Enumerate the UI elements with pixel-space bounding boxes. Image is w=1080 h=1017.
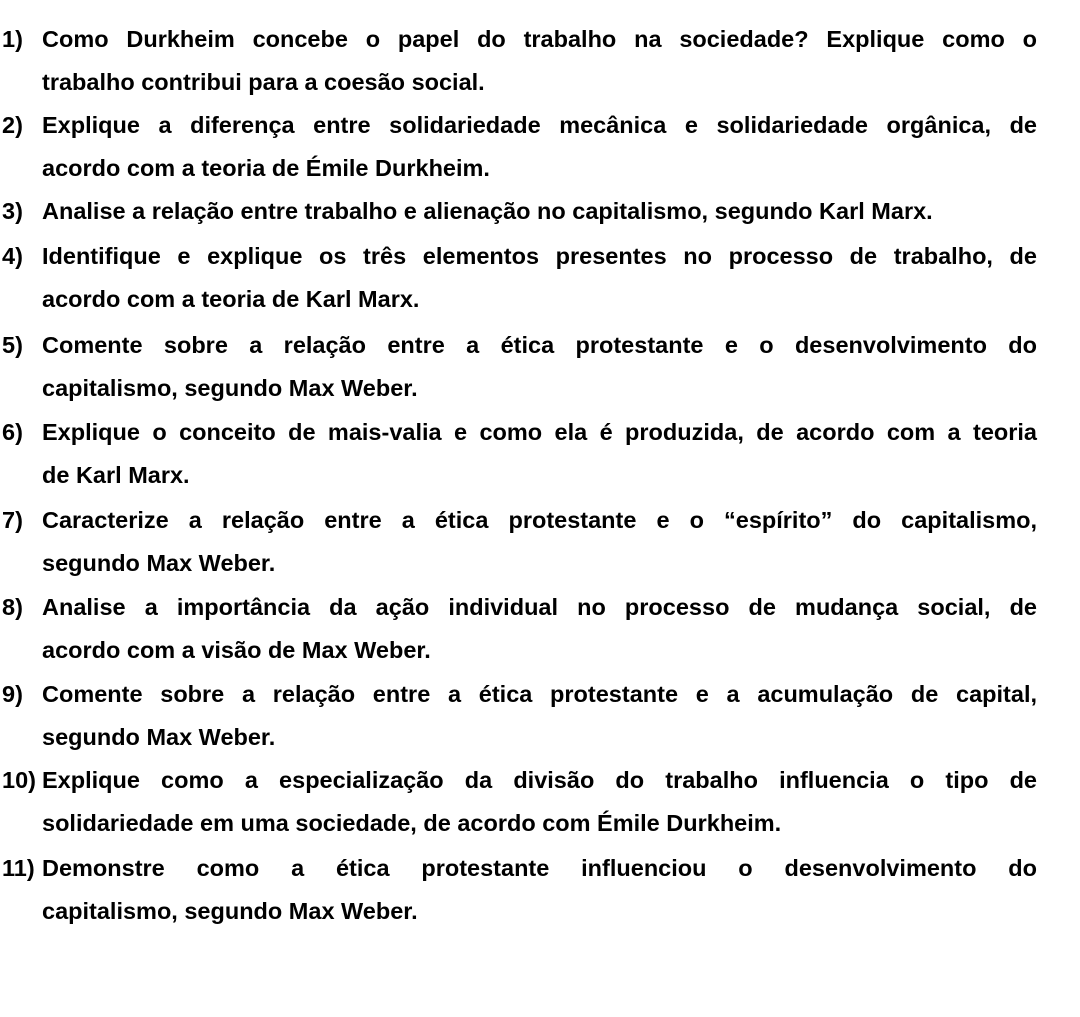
question-number: 2): [2, 112, 23, 138]
question-number: 10): [2, 767, 36, 793]
question-text-line-1: Explique o conceito de mais-valia e como ela é produzida, de acordo com a teoria: [42, 419, 1037, 445]
question-text-line-2: capitalismo, segundo Max Weber.: [42, 375, 418, 401]
question-text-line-1: Analise a relação entre trabalho e alienação no capitalismo, segundo Karl Marx.: [42, 198, 933, 224]
question-text-line-2: acordo com a visão de Max Weber.: [42, 637, 431, 663]
question-text-line-2: acordo com a teoria de Karl Marx.: [42, 286, 420, 312]
question-text-line-1: Identifique e explique os três elementos presentes no processo de trabalho, de: [42, 243, 1037, 269]
question-text-line-1: Analise a importância da ação individual no processo de mudança social, de: [42, 594, 1037, 620]
question-number: 11): [2, 855, 35, 881]
question-text-line-1: Explique como a especialização da divisão do trabalho influencia o tipo de: [42, 767, 1037, 793]
question-text-line-2: solidariedade em uma sociedade, de acordo com Émile Durkheim.: [42, 810, 782, 836]
question-text-line-2: trabalho contribui para a coesão social.: [42, 69, 485, 95]
question-text-line-1: Comente sobre a relação entre a ética protestante e a acumulação de capital,: [42, 681, 1037, 707]
question-number: 4): [2, 243, 23, 269]
question-number: 9): [2, 681, 23, 707]
question-text-line-1: Como Durkheim concebe o papel do trabalho na sociedade? Explique como o: [42, 26, 1037, 52]
question-text-line-2: segundo Max Weber.: [42, 550, 276, 576]
question-text-line-2: capitalismo, segundo Max Weber.: [42, 898, 418, 924]
question-text-line-2: acordo com a teoria de Émile Durkheim.: [42, 155, 490, 181]
question-text-line-1: Demonstre como a ética protestante influenciou o desenvolvimento do: [42, 855, 1037, 881]
question-text-line-2: de Karl Marx.: [42, 462, 190, 488]
question-text-line-2: segundo Max Weber.: [42, 724, 276, 750]
question-number: 7): [2, 507, 23, 533]
question-text-line-1: Comente sobre a relação entre a ética protestante e o desenvolvimento do: [42, 332, 1037, 358]
question-text-line-1: Explique a diferença entre solidariedade mecânica e solidariedade orgânica, de: [42, 112, 1037, 138]
question-text-line-1: Caracterize a relação entre a ética protestante e o “espírito” do capitalismo,: [42, 507, 1037, 533]
question-number: 3): [2, 198, 23, 224]
question-number: 1): [2, 26, 23, 52]
question-number: 6): [2, 419, 23, 445]
question-number: 5): [2, 332, 23, 358]
question-number: 8): [2, 594, 23, 620]
